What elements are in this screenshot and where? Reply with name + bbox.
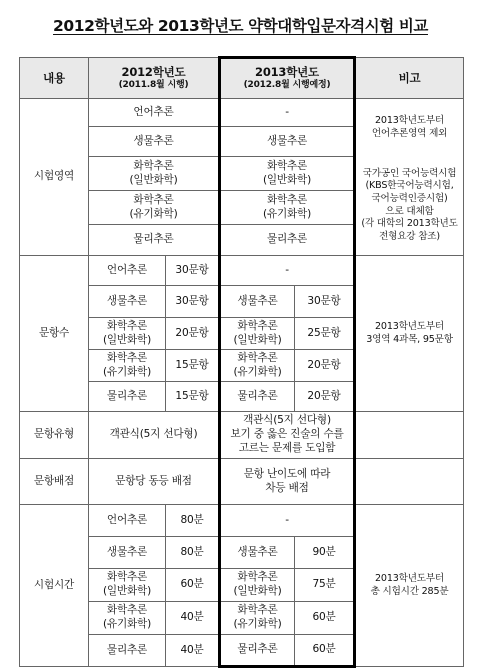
- count-subject-2012: 언어추론: [89, 256, 166, 286]
- time-minutes-2012: 40분: [166, 635, 220, 667]
- count-number-2013: 20문항: [295, 382, 355, 412]
- section-label-time: 시험시간: [20, 505, 89, 667]
- count-number-2012: 30문항: [166, 286, 220, 318]
- header-row: [20, 58, 464, 99]
- time-minutes-2012: 40분: [166, 602, 220, 635]
- time-subject-2013: 화학추론 (유기화학): [220, 602, 295, 635]
- score-2013: 문항 난이도에 따라 차등 배점: [220, 459, 355, 505]
- area-2013: 화학추론 (일반화학): [220, 157, 355, 191]
- count-subject-2013: 물리추론: [220, 382, 295, 412]
- header-content: 내용: [20, 58, 89, 99]
- count-subject-2013: 생물추론: [220, 286, 295, 318]
- section-label-areas: 시험영역: [20, 99, 89, 256]
- page-title-text: 2012학년도와 2013학년도 약학대학입문자격시험 비교: [53, 17, 428, 35]
- type-2012: 객관식(5지 선다형): [89, 412, 220, 459]
- time-subject-2012: 언어추론: [89, 505, 166, 537]
- time-minutes-2013: 60분: [295, 635, 355, 667]
- table-row: [20, 459, 464, 505]
- table-row: [20, 99, 464, 127]
- time-minutes-2012: 80분: [166, 505, 220, 537]
- time-minutes-2012: 80분: [166, 537, 220, 569]
- time-subject-2012: 화학추론 (유기화학): [89, 602, 166, 635]
- section-label-score: 문항배점: [20, 459, 89, 505]
- header-2012-label: 2012학년도: [121, 64, 186, 79]
- type-note: [355, 412, 464, 459]
- time-subject-2012: 화학추론 (일반화학): [89, 569, 166, 602]
- time-subject-2013: -: [220, 505, 355, 537]
- area-2013: -: [220, 99, 355, 127]
- area-2013: 화학추론 (유기화학): [220, 191, 355, 225]
- count-number-2012: 30문항: [166, 256, 220, 286]
- area-2013: 생물추론: [220, 127, 355, 157]
- area-2012: 화학추론 (유기화학): [89, 191, 220, 225]
- time-note: 2013학년도부터 총 시험시간 285분: [355, 505, 464, 667]
- count-number-2013: 30문항: [295, 286, 355, 318]
- area-2012: 언어추론: [89, 99, 220, 127]
- time-minutes-2013: 60분: [295, 602, 355, 635]
- comparison-table: [19, 56, 464, 668]
- area-2013: 물리추론: [220, 225, 355, 256]
- count-subject-2013: 화학추론 (유기화학): [220, 350, 295, 382]
- count-note: 2013학년도부터 3영역 4과목, 95문항: [355, 256, 464, 412]
- page-title: [0, 14, 481, 36]
- time-subject-2013: 화학추론 (일반화학): [220, 569, 295, 602]
- time-subject-2013: 물리추론: [220, 635, 295, 667]
- score-note: [355, 459, 464, 505]
- count-subject-2012: 화학추론 (유기화학): [89, 350, 166, 382]
- count-subject-2013: -: [220, 256, 355, 286]
- time-subject-2013: 생물추론: [220, 537, 295, 569]
- count-number-2012: 15문항: [166, 382, 220, 412]
- header-note: 비고: [355, 58, 464, 99]
- count-subject-2012: 화학추론 (일반화학): [89, 318, 166, 350]
- header-2013: [220, 58, 355, 99]
- areas-note-2: 국가공인 국어능력시험 (KBS한국어능력시험, 국어능력인증시험) 으로 대체함 (각 대학의 2013학년도 전형요강 참조): [355, 157, 464, 256]
- count-number-2012: 15문항: [166, 350, 220, 382]
- time-minutes-2013: 90분: [295, 537, 355, 569]
- score-2012: 문항당 동등 배점: [89, 459, 220, 505]
- time-minutes-2013: 75분: [295, 569, 355, 602]
- count-number-2013: 25문항: [295, 318, 355, 350]
- type-2013: 객관식(5지 선다형) 보기 중 옳은 진술의 수를 고르는 문제를 도입함: [220, 412, 355, 459]
- area-2012: 생물추론: [89, 127, 220, 157]
- header-2012-sub: (2011.8월 시행): [118, 79, 189, 90]
- section-label-count: 문항수: [20, 256, 89, 412]
- area-2012: 물리추론: [89, 225, 220, 256]
- count-subject-2012: 물리추론: [89, 382, 166, 412]
- count-subject-2012: 생물추론: [89, 286, 166, 318]
- time-subject-2012: 물리추론: [89, 635, 166, 667]
- header-2013-label: 2013학년도: [255, 65, 319, 80]
- area-2012: 화학추론 (일반화학): [89, 157, 220, 191]
- count-number-2012: 20문항: [166, 318, 220, 350]
- table-row: [20, 256, 464, 286]
- areas-note-1: 2013학년도부터 언어추론영역 제외: [355, 99, 464, 157]
- section-label-type: 문항유형: [20, 412, 89, 459]
- table-row: [20, 412, 464, 459]
- time-subject-2012: 생물추론: [89, 537, 166, 569]
- time-minutes-2012: 60분: [166, 569, 220, 602]
- header-2012: [89, 58, 220, 99]
- table-row: [20, 505, 464, 537]
- header-2013-sub: (2012.8월 시행예정): [243, 80, 331, 91]
- count-number-2013: 20문항: [295, 350, 355, 382]
- count-subject-2013: 화학추론 (일반화학): [220, 318, 295, 350]
